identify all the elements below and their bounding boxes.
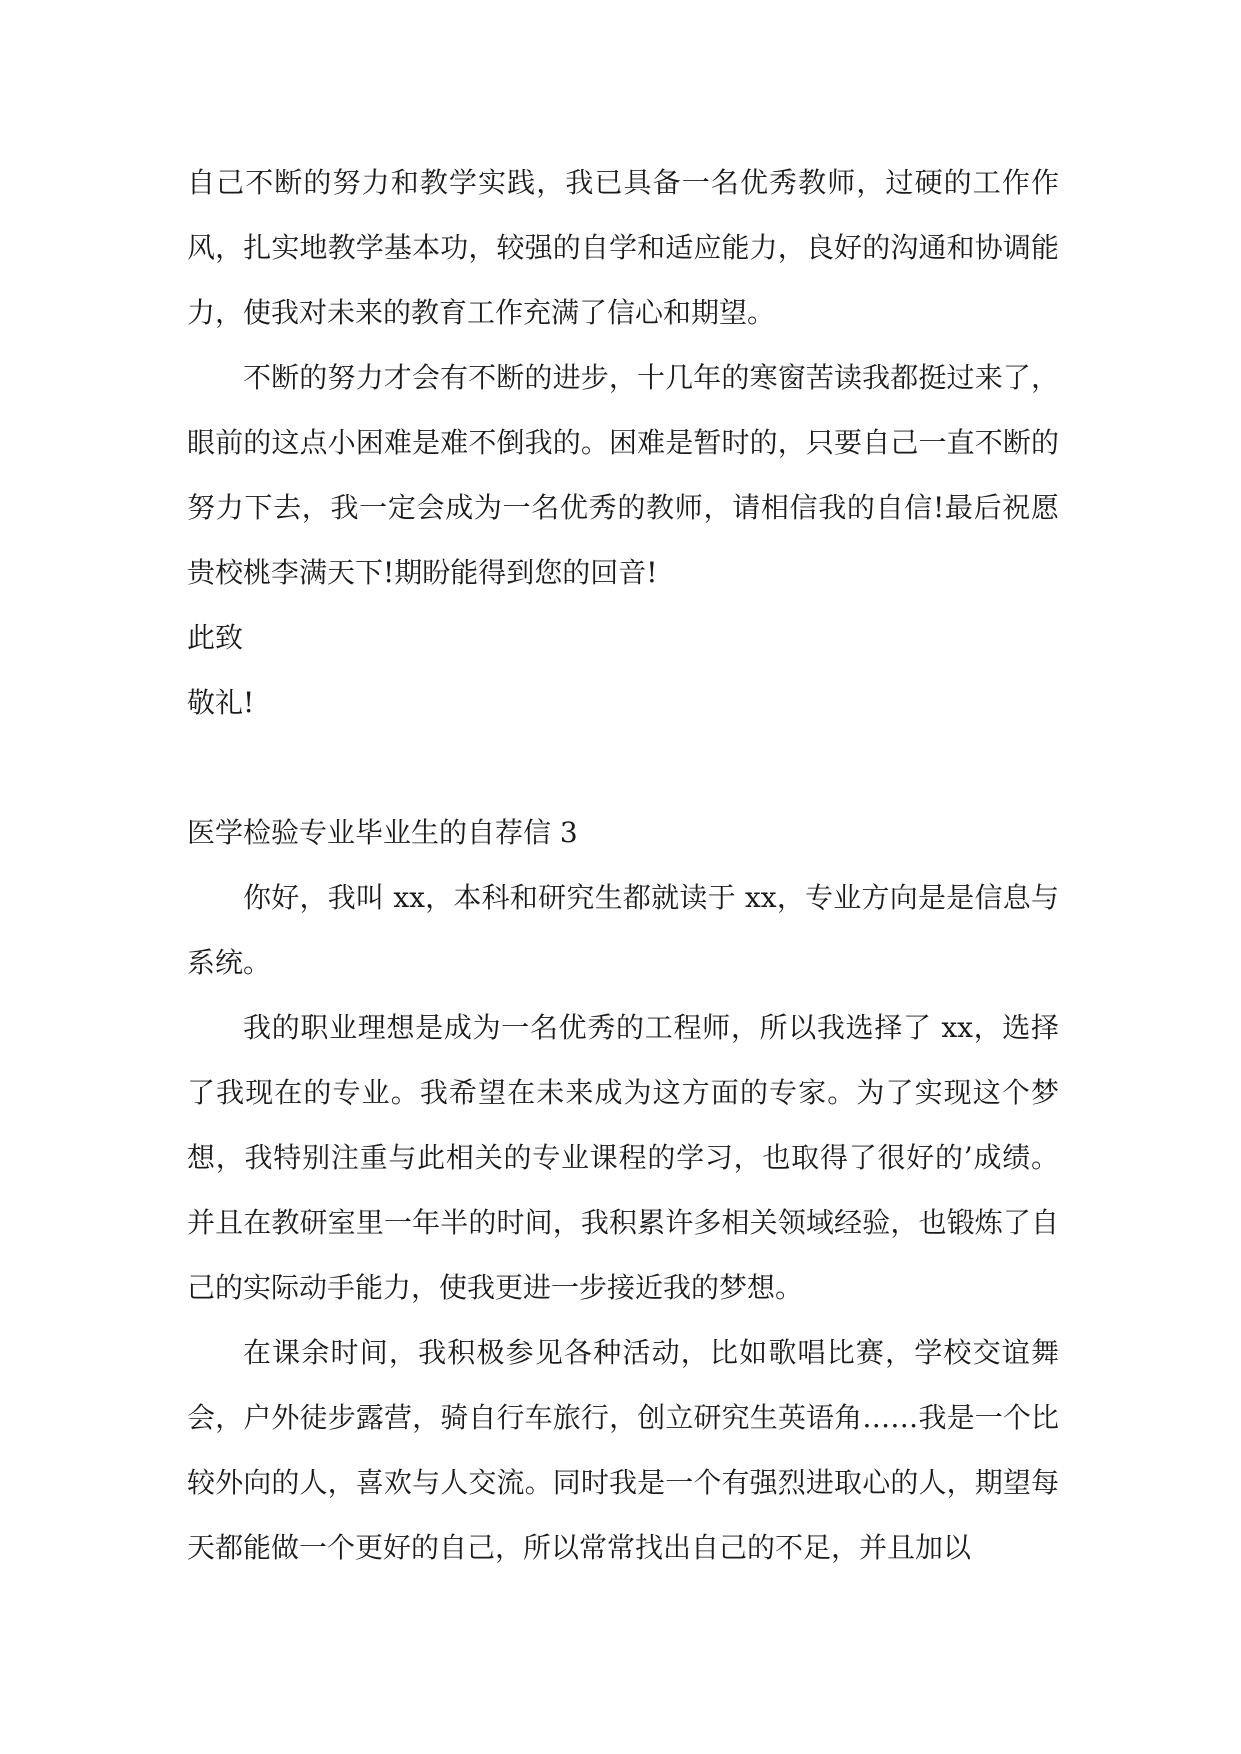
document-body — [187, 150, 1059, 1580]
paragraph-career-goal: 我的职业理想是成为一名优秀的工程师，所以我选择了 xx，选择了我现在的专业。我希望在未来成为这方面的专家。为了实现这个梦想，我特别注重与此相关的专业课程的学习，也取得了很好的’成绩。并且在教研室里一年半的时间，我积累许多相关领域经验，也锻炼了自己的实际动手能力，使我更进一步接近我的梦想。 — [187, 1011, 1059, 1304]
paragraph-activities: 在课余时间，我积极参见各种活动，比如歌唱比赛，学校交谊舞会，户外徒步露营，骑自行车旅行，创立研究生英语角……我是一个比较外向的人，喜欢与人交流。同时我是一个有强烈进取心的人，期望每天都能做一个更好的自己，所以常常找出自己的不足，并且加以 — [187, 1336, 1059, 1564]
closing-salutation: 此致 — [187, 621, 244, 654]
closing-regards: 敬礼! — [187, 686, 255, 719]
paragraph-continuation: 自己不断的努力和教学实践，我已具备一名优秀教师，过硬的工作作风，扎实地教学基本功，较强的自学和适应能力，良好的沟通和协调能力，使我对未来的教育工作充满了信心和期望。 — [187, 166, 1059, 329]
paragraph-intro: 你好，我叫 xx，本科和研究生都就读于 xx，专业方向是是信息与系统。 — [187, 881, 1059, 979]
section-title: 医学检验专业毕业生的自荐信 3 — [187, 816, 578, 849]
paragraph-confidence: 不断的努力才会有不断的进步，十几年的寒窗苦读我都挺过来了，眼前的这点小困难是难不倒我的。困难是暂时的，只要自己一直不断的努力下去，我一定会成为一名优秀的教师，请相信我的自信!最后祝愿贵校桃李满天下!期盼能得到您的回音! — [187, 361, 1059, 589]
